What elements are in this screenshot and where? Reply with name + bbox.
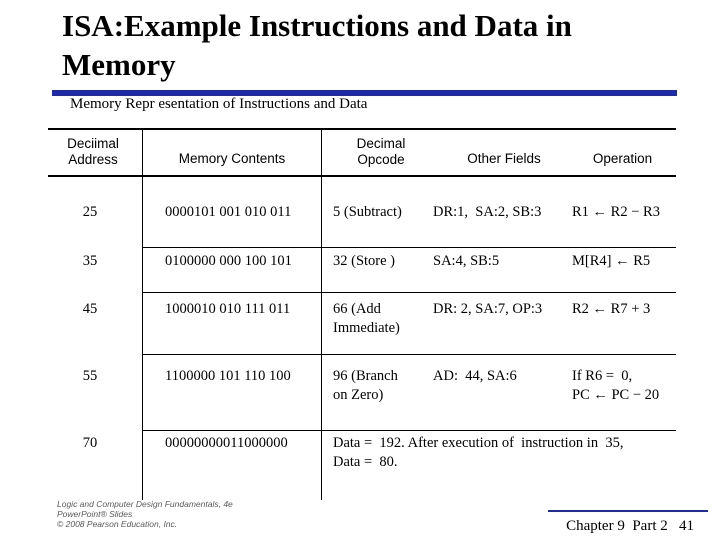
row-55-other-fields: AD: 44, SA:6 bbox=[433, 368, 517, 384]
chapter-page-ref: Chapter 9 Part 2 41 bbox=[566, 518, 694, 534]
header-opcode: Decimal Opcode bbox=[356, 136, 406, 167]
row-rule-2 bbox=[142, 292, 676, 293]
logo-line-1: Logic and Computer Design Fundamentals, 4e bbox=[57, 499, 233, 509]
row-70-data-note: Data = 192. After execution of instruction in 35, Data = 80. bbox=[333, 435, 624, 470]
row-45-opcode: 66 (Add Immediate) bbox=[333, 301, 400, 336]
row-25-contents: 0000101 001 010 011 bbox=[165, 204, 292, 220]
row-25-operation: R1 ← R2 − R3 bbox=[572, 204, 660, 220]
publisher-logo bbox=[57, 499, 233, 529]
row-55-contents: 1100000 101 110 100 bbox=[165, 368, 291, 384]
col-rule-2 bbox=[321, 128, 322, 500]
row-25-address: 25 bbox=[82, 204, 98, 220]
row-45-contents: 1000010 010 111 011 bbox=[165, 301, 291, 317]
logo-line-2: PowerPoint® Slides bbox=[57, 509, 133, 519]
col-rule-1 bbox=[142, 128, 143, 500]
row-55-operation: If R6 = 0, PC ← PC − 20 bbox=[572, 368, 660, 403]
header-contents: Memory Contents bbox=[178, 151, 286, 166]
row-55-address: 55 bbox=[82, 368, 98, 384]
row-70-contents: 00000000011000000 bbox=[165, 435, 288, 451]
row-35-opcode: 32 (Store ) bbox=[333, 253, 396, 269]
row-25-opcode: 5 (Subtract) bbox=[333, 204, 402, 220]
row-rule-3 bbox=[142, 354, 676, 355]
row-25-other-fields: DR:1, SA:2, SB:3 bbox=[433, 204, 542, 220]
footer-rule bbox=[548, 510, 708, 512]
slide-title: ISA:Example Instructions and Data in Memory bbox=[62, 8, 572, 82]
row-35-operation: M[R4] ← R5 bbox=[572, 253, 651, 269]
logo-line-3: © 2008 Pearson Education, Inc. bbox=[57, 519, 178, 529]
header-operation: Operation bbox=[592, 151, 653, 166]
row-35-contents: 0100000 000 100 101 bbox=[165, 253, 292, 269]
row-35-other-fields: SA:4, SB:5 bbox=[433, 253, 500, 269]
row-55-opcode: 96 (Branch on Zero) bbox=[333, 368, 398, 403]
row-45-operation: R2 ← R7 + 3 bbox=[572, 301, 651, 317]
row-rule-1 bbox=[142, 247, 676, 248]
header-other-fields: Other Fields bbox=[467, 151, 541, 166]
row-45-other-fields: DR: 2, SA:7, OP:3 bbox=[433, 301, 543, 317]
row-70-address: 70 bbox=[82, 435, 98, 451]
row-35-address: 35 bbox=[82, 253, 98, 269]
row-45-address: 45 bbox=[82, 301, 98, 317]
table-caption: Memory Repr esentation of Instructions and Data bbox=[70, 96, 368, 112]
header-address: Deciimal Address bbox=[67, 136, 119, 167]
row-rule-4 bbox=[142, 430, 676, 431]
